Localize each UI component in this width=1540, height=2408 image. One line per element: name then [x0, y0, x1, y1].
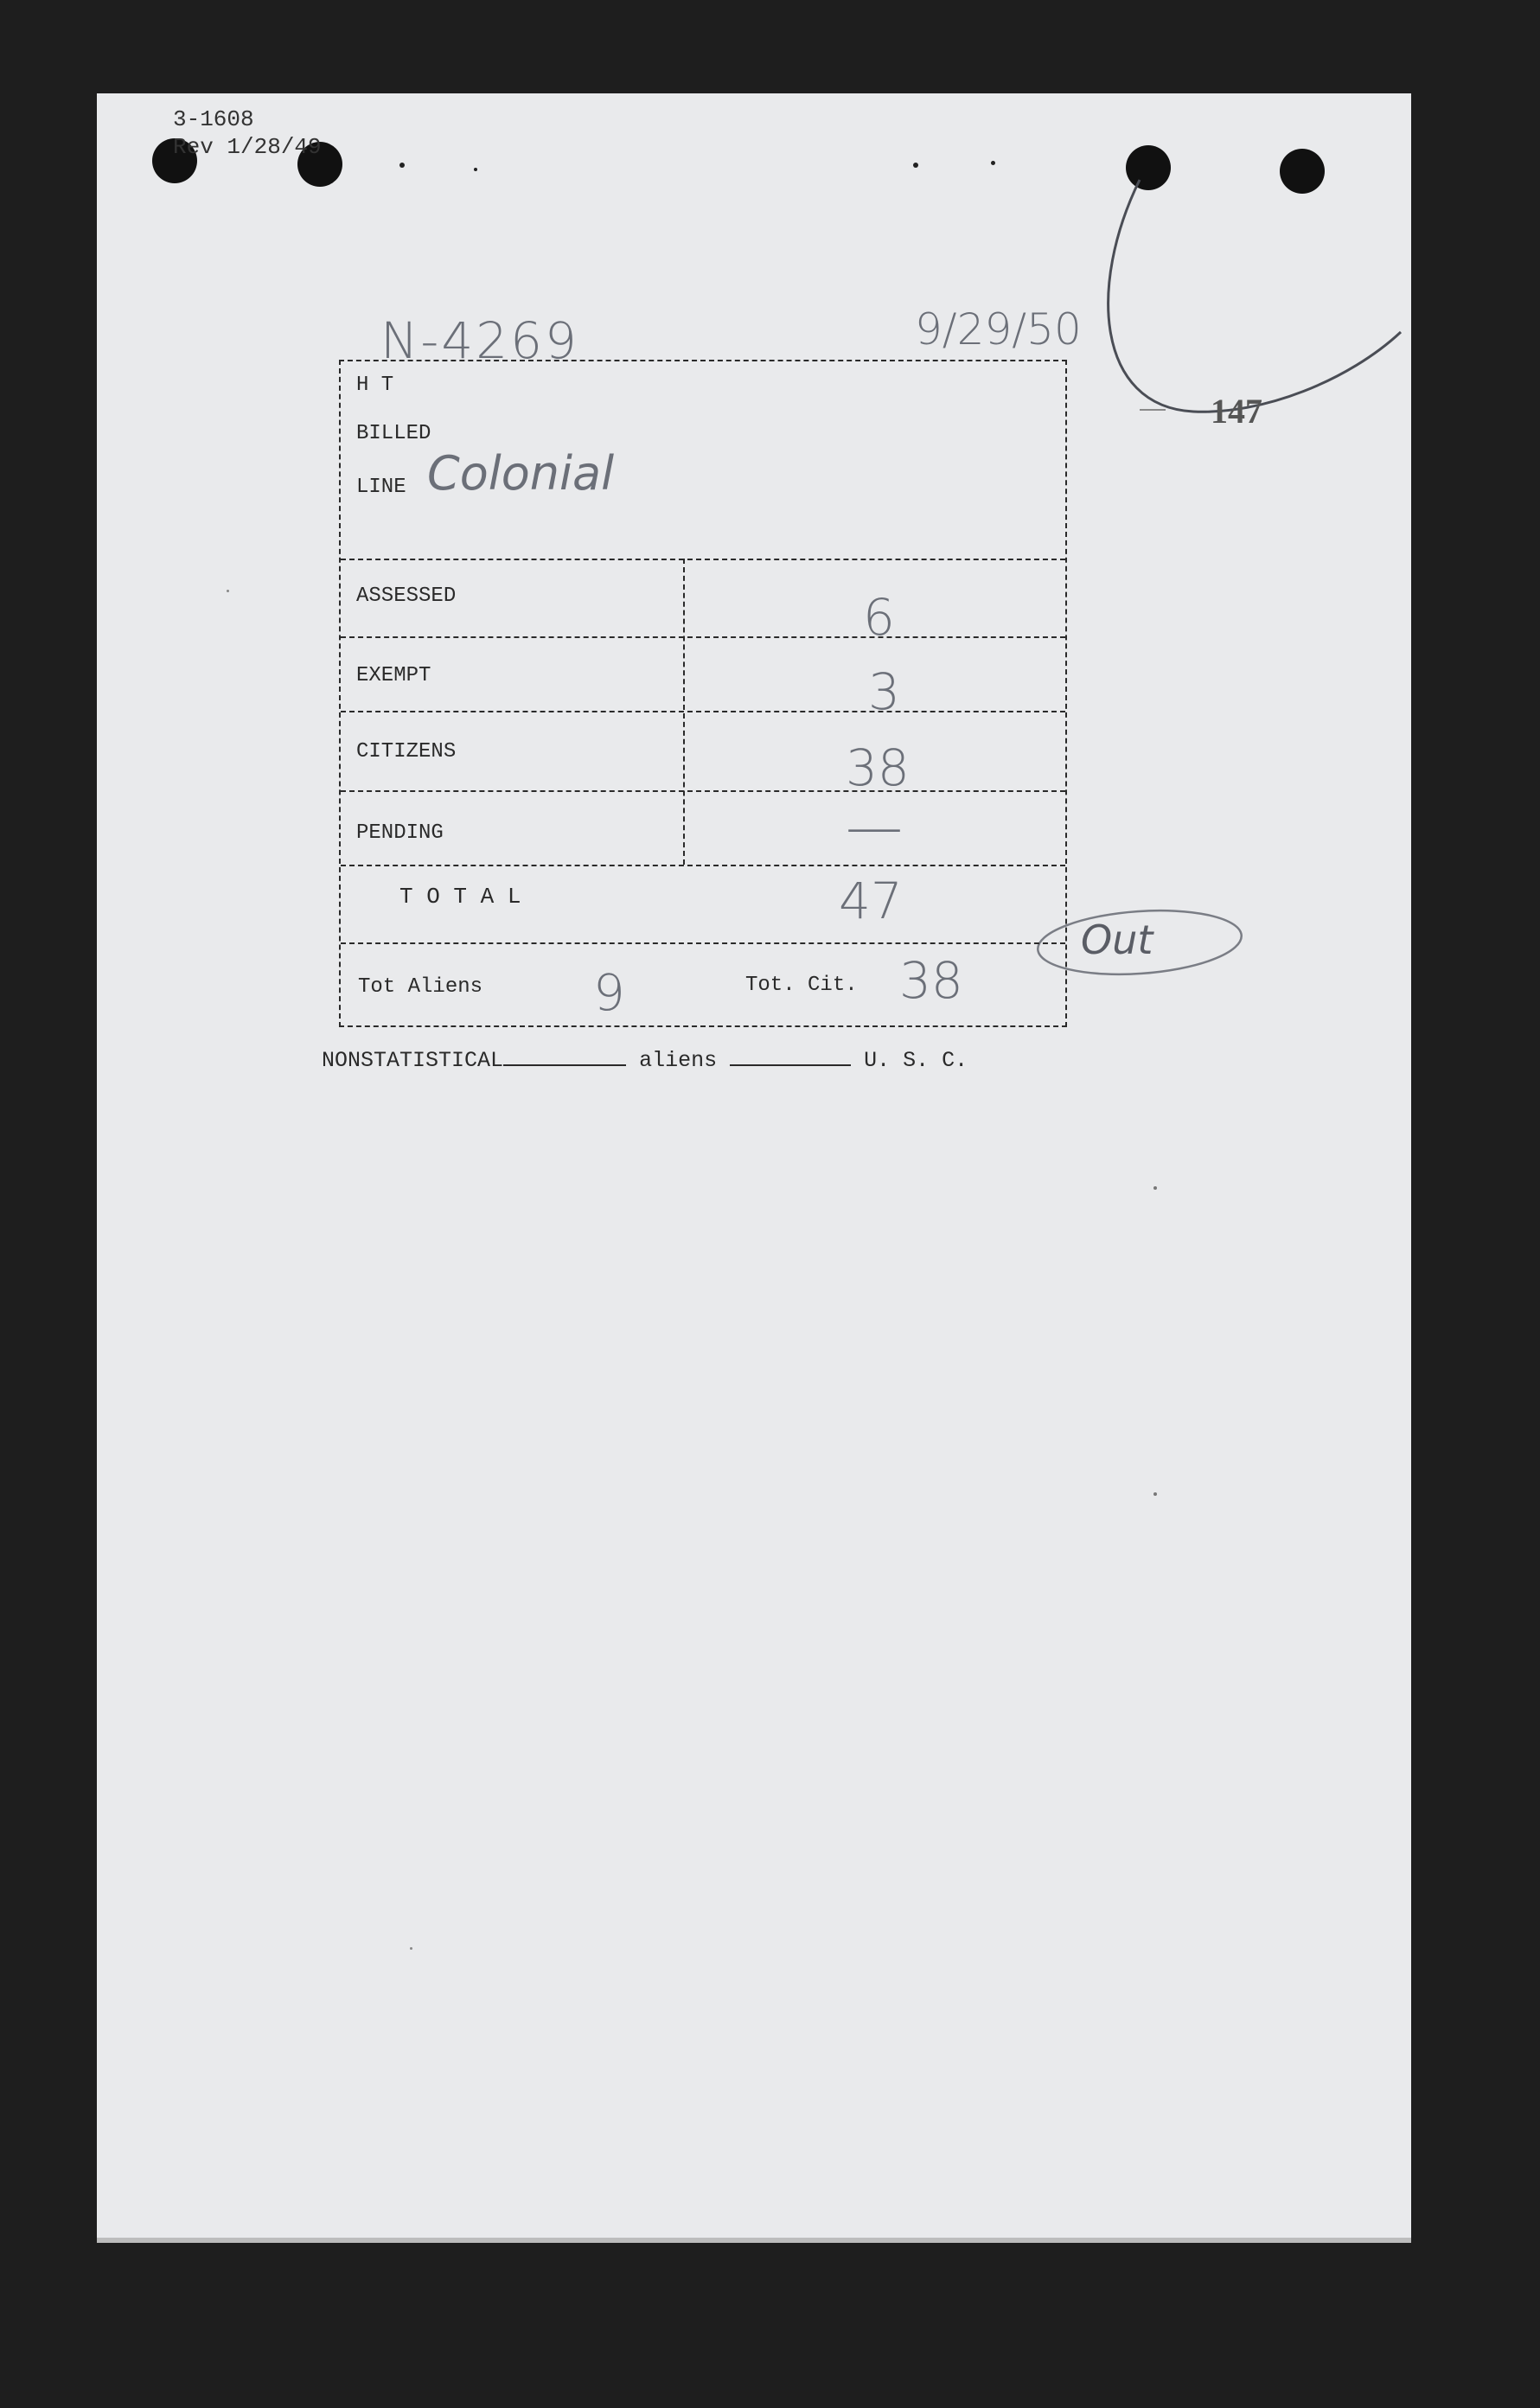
citizens-value: 38	[846, 738, 910, 797]
handwritten-date: 9/29/50	[915, 304, 1082, 354]
ht-label: H T	[356, 374, 394, 397]
speck	[227, 590, 229, 592]
aliens-blank	[730, 1049, 851, 1066]
speck	[1153, 1492, 1157, 1496]
statistics-form-box	[339, 360, 1067, 1027]
column-divider	[683, 559, 685, 865]
pending-label: PENDING	[356, 821, 444, 845]
speck	[1153, 1186, 1157, 1190]
form-revision: Rev 1/28/49	[173, 134, 322, 160]
nonstatistical-line	[322, 1048, 968, 1073]
handwritten-file-number: N-4269	[380, 311, 579, 370]
row-divider	[341, 790, 1065, 792]
row-divider	[341, 942, 1065, 944]
pending-value: —	[846, 794, 903, 860]
page-number: 147	[1211, 392, 1262, 431]
line-label: LINE	[356, 476, 406, 499]
nonstatistical-blank	[503, 1049, 626, 1066]
assessed-label: ASSESSED	[356, 584, 457, 608]
nonstatistical-label: NONSTATISTICAL	[322, 1048, 504, 1073]
tot-aliens-label: Tot Aliens	[358, 975, 483, 999]
tot-cit-label: Tot. Cit.	[745, 974, 858, 997]
handwritten-margin-note: Out	[1081, 917, 1153, 963]
total-label: T O T A L	[399, 884, 521, 910]
total-value: 47	[839, 872, 903, 930]
row-divider	[341, 636, 1065, 638]
exempt-value: 3	[868, 662, 900, 721]
row-divider	[341, 559, 1065, 560]
handwritten-line-name: Colonial	[427, 446, 615, 501]
tot-cit-value: 38	[899, 951, 963, 1010]
aliens-label: aliens	[639, 1048, 718, 1073]
form-number: 3-1608	[173, 106, 254, 132]
row-divider	[341, 711, 1065, 712]
speck	[410, 1947, 412, 1950]
tot-aliens-value: 9	[593, 963, 625, 1022]
billed-label: BILLED	[356, 422, 431, 445]
assessed-value: 6	[863, 588, 895, 647]
row-divider	[341, 865, 1065, 866]
citizens-label: CITIZENS	[356, 740, 457, 763]
usc-label: U. S. C.	[864, 1048, 968, 1073]
exempt-label: EXEMPT	[356, 664, 431, 687]
